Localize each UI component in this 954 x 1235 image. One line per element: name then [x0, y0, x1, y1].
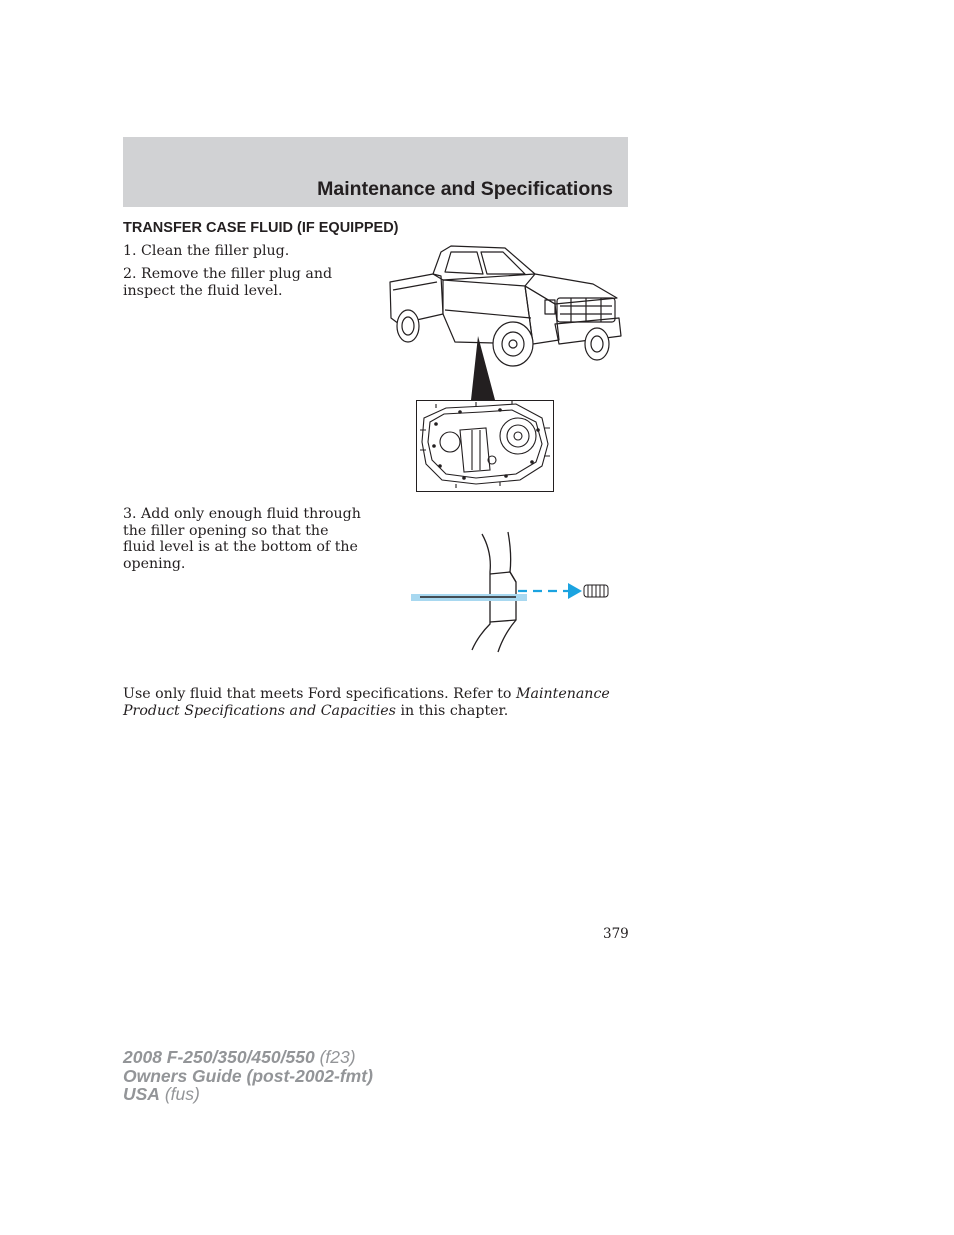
far-front-wheel — [585, 328, 609, 360]
pickup-truck-illustration — [385, 240, 625, 400]
footer-model: 2008 F-250/350/450/550 — [123, 1047, 315, 1067]
filler-plug-icon — [584, 585, 608, 597]
housing-wall-inner — [498, 532, 516, 652]
step-2: 2. Remove the filler plug and inspect the fluid level. — [123, 266, 333, 299]
note-reference: Maintenance Product Specifications and Capacities — [123, 686, 610, 719]
housing-wall-outer — [472, 534, 490, 650]
callout-pointer — [471, 336, 495, 400]
transfer-case-illustration — [416, 400, 554, 492]
rear-wheel — [397, 310, 419, 342]
step-1: 1. Clean the filler plug. — [123, 243, 290, 259]
footer-guide: Owners Guide (post-2002-fmt) — [123, 1065, 373, 1086]
header-band — [123, 137, 628, 207]
section-heading: TRANSFER CASE FLUID (IF EQUIPPED) — [123, 220, 399, 236]
document-footer — [123, 1048, 373, 1104]
note-prefix: Use only fluid that meets Ford specifications. Refer to — [123, 686, 516, 702]
filler-plug-removal-illustration — [408, 530, 614, 654]
step-3: 3. Add only enough fluid through the filler opening so that the fluid level is at the bottom of the opening. — [123, 506, 361, 572]
page-number: 379 — [603, 926, 629, 942]
front-wheel — [493, 322, 533, 366]
note-suffix: in this chapter. — [395, 702, 509, 719]
footer-market-code: (fus) — [159, 1084, 200, 1104]
footer-market: USA — [123, 1084, 160, 1104]
footer-model-code: (f23) — [314, 1047, 356, 1067]
fluid-specification-note — [123, 686, 623, 719]
page-header-title: Maintenance and Specifications — [317, 178, 613, 200]
